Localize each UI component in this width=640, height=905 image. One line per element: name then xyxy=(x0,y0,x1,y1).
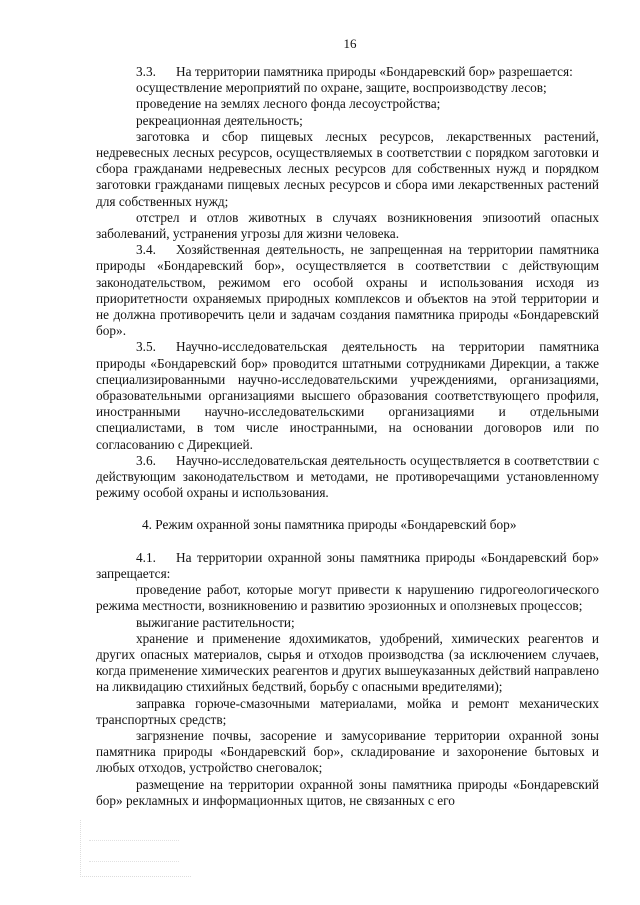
list-item: рекреационная деятельность; xyxy=(136,112,303,128)
list-item: заготовка и сбор пищевых лесных ресурсов, лекарственных растений, недревесных лесных ресурсов, осуществляемых в соответствии с порядком заготовки и сбора гражданами недревесных лесных ресурсов для собственных нужд и порядком заготовки гражданами пищевых лесных ресурсов и сбора ими лекарственных растений для собственных нужд; xyxy=(96,128,599,209)
paragraph-3-5 xyxy=(96,339,599,452)
section-heading: 4. Режим охранной зоны памятника природы «Бондаревский бор» xyxy=(142,517,517,533)
faint-stamp-mark xyxy=(80,820,191,877)
list-item: размещение на территории охранной зоны памятника природы «Бондаревский бор» рекламных и информационных щитов, не связанных с его xyxy=(96,776,599,808)
list-item: заправка горюче-смазочными материалами, мойка и ремонт механических транспортных средств; xyxy=(96,695,599,727)
paragraph-number: 3.3. xyxy=(136,64,156,79)
paragraph-text: Хозяйственная деятельность, не запрещенная на территории памятника природы «Бондаревский бор», осуществляется в соответствии с действующим законодательством, режимом его особой охраны и использования исходя из приоритетности охраняемых природных комплексов и объектов на этой территории и не должна противоречить цели и задачам создания памятника природы «Бондаревский бор». xyxy=(96,242,599,339)
paragraph-number: 4.1. xyxy=(136,549,156,565)
list-item: проведение работ, которые могут привести к нарушению гидрогеологического режима местности, возникновению и развитию эрозионных и оползневых процессов; xyxy=(96,582,599,614)
paragraph-text: Научно-исследовательская деятельность на территории памятника природы «Бондаревский бор» проводится штатными сотрудниками Дирекции, а также специализированными научно-исследовательскими учреждениями, организациями, образовательными организациями высшего образования соответствующего профиля, иностранными научно-исследовательскими организациями и отдельными специалистами, в том числе иностранными, на основании договоров или по согласованию с Дирекцией. xyxy=(96,339,599,452)
paragraph-3-4 xyxy=(96,242,599,339)
list-item: загрязнение почвы, засорение и замусоривание территории охранной зоны памятника природы «Бондаревский бор», складирование и захоронение бытовых и любых отходов, устройство снеговалок; xyxy=(96,727,599,776)
list-item: осуществление мероприятий по охране, защите, воспроизводству лесов; xyxy=(136,80,547,96)
list-item: отстрел и отлов животных в случаях возникновения эпизоотий опасных заболеваний, устранения угрозы для жизни человека. xyxy=(96,209,599,242)
list-item: хранение и применение ядохимикатов, удобрений, химических реагентов и других опасных материалов, сырья и отходов производства (за исключением случаев, когда применение химических реагентов и других вышеуказанных действий направлено на ликвидацию стихийных бедствий, борьбу с опасными вредителями); xyxy=(96,630,599,695)
paragraph-number: 3.5. xyxy=(136,339,156,355)
list-item: выжигание растительности; xyxy=(136,614,295,630)
paragraph-text: На территории памятника природы «Бондаревский бор» разрешается: xyxy=(176,64,573,79)
paragraph-text: Научно-исследовательская деятельность осуществляется в соответствии с действующим законодательством и методами, не противоречащими установленному режиму особой охраны и использования. xyxy=(96,452,599,501)
page-number: 16 xyxy=(343,36,357,51)
paragraph-3-3 xyxy=(96,64,599,80)
paragraph-number: 3.6. xyxy=(136,452,156,468)
paragraph-number: 3.4. xyxy=(136,242,156,258)
paragraph-3-6 xyxy=(96,453,599,502)
paragraph-4-1 xyxy=(96,550,599,582)
list-item: проведение на землях лесного фонда лесоустройства; xyxy=(136,96,441,112)
paragraph-text: На территории охранной зоны памятника природы «Бондаревский бор» запрещается: xyxy=(96,549,599,581)
document-body xyxy=(96,64,599,809)
